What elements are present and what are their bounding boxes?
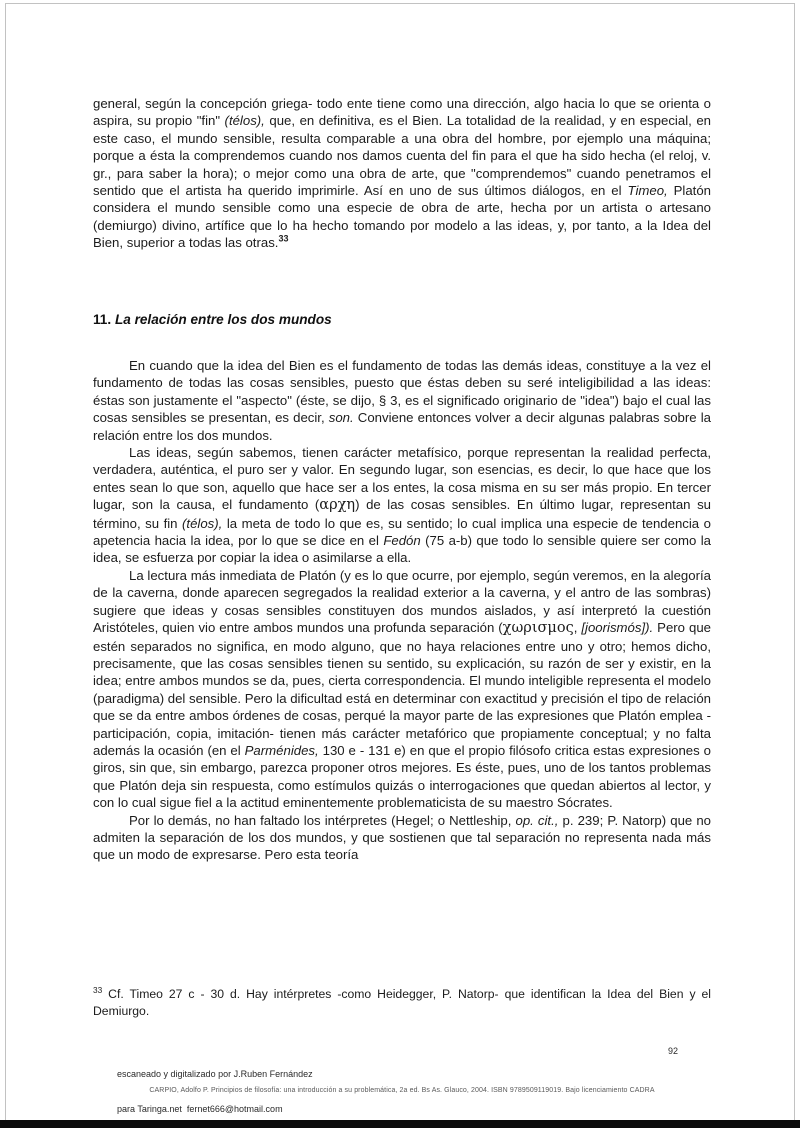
- paragraph: En cuando que la idea del Bien es el fundamento de todas las demás ideas, constituye a la vez el fundamento de todas las cosas sensibles, puesto que éstas deben su seré inteligibilidad a las ideas: éstas son justamente el "aspecto" (éste, se dijo, § 3, es el significado originario de "idea") bajo el cual las cosas sensibles se presentan, es decir, son. Conviene entonces volver a decir algunas palabras sobre la relación entre los dos mundos.: [93, 358, 711, 443]
- scanner-credit-line-1: escaneado y digitalizado por J.Ruben Fernández: [117, 1069, 313, 1079]
- section-heading-number: 11.: [93, 312, 112, 327]
- scan-edge-strip: [0, 1120, 800, 1128]
- book-citation-line: CARPIO, Adolfo P. Principios de filosofía: una introducción a su problemática, 2a ed. Bs As. Glauco, 2004. ISBN 9789509119019. Bajo licenciamiento CADRA: [149, 1087, 655, 1094]
- paragraph: Por lo demás, no han faltado los intérpretes (Hegel; o Nettleship, op. cit., p. 239; P. Natorp) que no admiten la separación de los dos mundos, y que sostienen que tal separación no representa nada más que un modo de expresarse. Pero esta teoría: [93, 812, 711, 863]
- body-text-block: [93, 357, 711, 864]
- scanner-credit-line-2: para Taringa.net fernet666@hotmail.com: [117, 1103, 283, 1114]
- footnote: $^{33}$ Cf. Timeo 27 c - 30 d. Hay intérpretes -como Heidegger, P. Natorp- que identifican la Idea del Bien y el Demiurgo.: [93, 984, 711, 1018]
- paragraph: La lectura más inmediata de Platón (y es lo que ocurre, por ejemplo, según veremos, en la alegoría de la caverna, donde aparecen segregados la realidad exterior a la caverna, y el antro de las sombras) sugiere que ideas y cosas sensibles constituyen dos mundos aislados, y así interpretó la cuestión Aristóteles, quien vio entre ambos mundos una profunda separación (χωρισμος, [joorismós]). Pero que estén separados no significa, en modo alguno, que no haya relaciones entre uno y otro; hemos dicho, precisamente, que las cosas sensibles tienen su sentido, su explicación, su razón de ser y existir, en la idea; entre ambos mundos se da, pues, cierta correspondencia. El mundo inteligible representa el modelo (paradigma) del sensible. Pero la dificultad está en determinar con exactitud y precisión el tipo de relación que se da entre ambos órdenes de cosas, perqué la mayor parte de las expresiones que Platón emplea -participación, copia, imitación- tienen más carácter metafórico que propiamente conceptual; y no falta además la ocasión (en el Parménides, 130 e - 131 e) en que el propio filósofo critica estas expresiones o giros, sin que, sin embargo, parezca proponer otros mejores. Es éste, pues, uno de los tantos problemas que Platón deja sin respuesta, como estímulos quizás o interrogaciones que quedan abiertos al lector, y con lo cual sigue fiel a la actitud eminentemente problematicista de su maestro Sócrates.: [93, 567, 712, 811]
- page-number: 92: [668, 1046, 679, 1056]
- section-heading: [93, 312, 711, 327]
- paragraph: Las ideas, según sabemos, tienen carácter metafísico, porque representan la realidad perfecta, verdadera, auténtica, el puro ser y valor. En segundo lugar, son esencias, es decir, lo que hace que los entes sean lo que son, aquello que hace ser a los entes, la cosa misma en su ser más propio. En tercer lugar, son la causa, el fundamento (αρχη) de las cosas sensibles. En último lugar, representan su término, su fin (télos), la meta de todo lo que es, su sentido; lo cual implica una especie de tendencia o apetencia hacia la idea, por lo que se dice en el Fedón (75 a-b) que todo lo sensible quiere ser como la idea, se esfuerza por copiar la idea o asimilarse a ella.: [93, 445, 711, 566]
- paragraph-continuation: general, según la concepción griega- todo ente tiene como una dirección, algo hacia lo que se orienta o aspira, su propio "fin" (télos), que, en definitiva, es el Bien. La totalidad de la realidad, y en especial, en este caso, el mundo sensible, resulta comparable a una obra del hombre, por ejemplo una máquina; porque a ésta la comprendemos cuando nos damos cuenta del fin para el que ha sido hecha (el reloj, v. gr., para saber la hora); o mejor como una obra de arte, que "comprendemos" cuando penetramos el sentido que el artista ha querido imprimirle. Así en uno de sus últimos diálogos, en el Timeo, Platón considera el mundo sensible como una especie de obra de arte, hecha por un artista o artesano (demiurgo) divino, artífice que lo ha hecho tomando por modelo a las ideas, y, por tanto, a la Idea del Bien, superior a todas las otras.$^{33}$: [93, 96, 711, 251]
- section-heading-title: La relación entre los dos mundos: [114, 312, 332, 327]
